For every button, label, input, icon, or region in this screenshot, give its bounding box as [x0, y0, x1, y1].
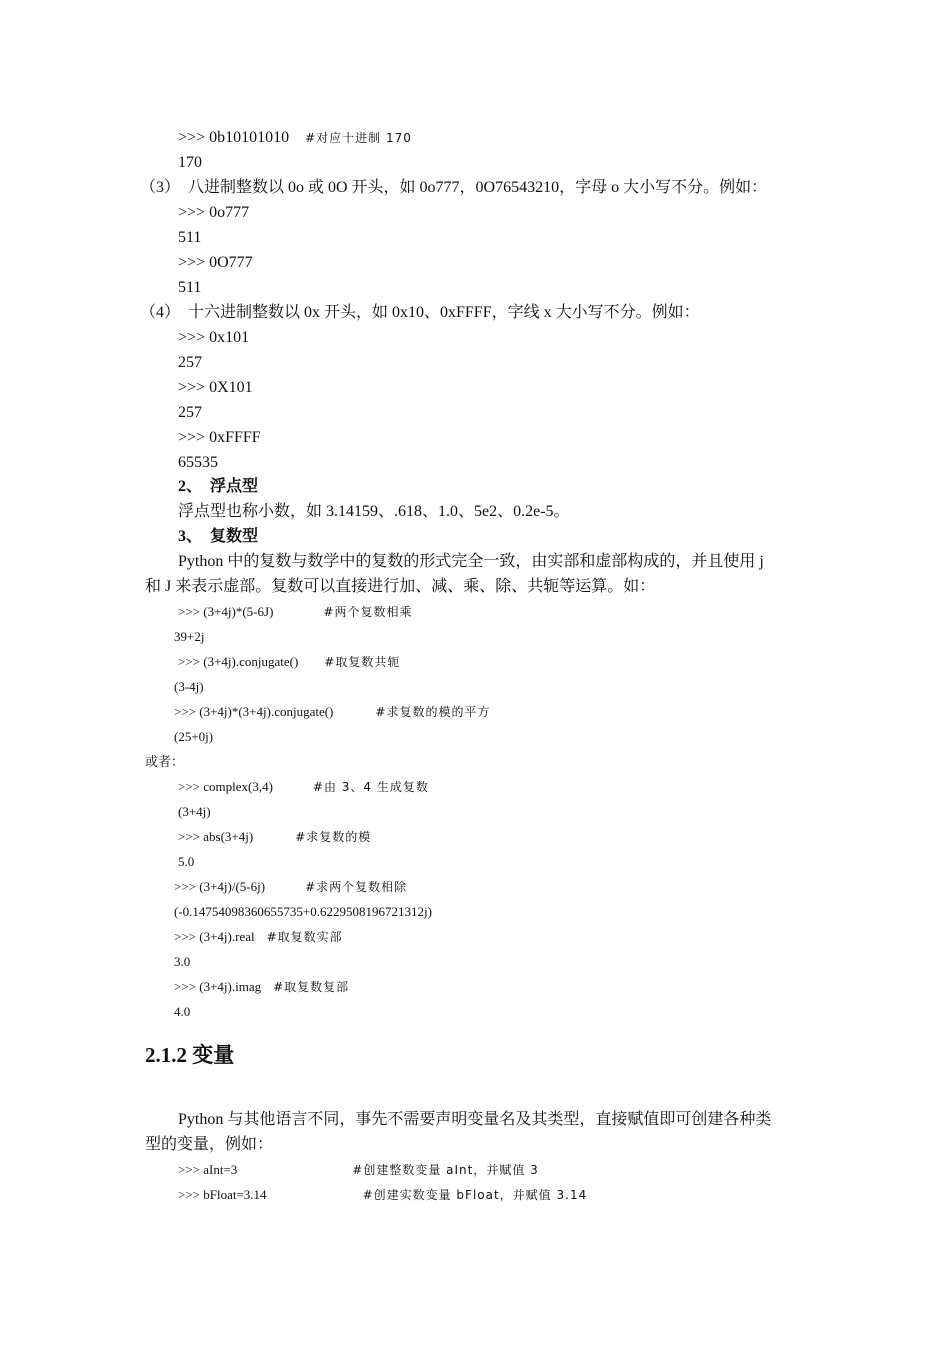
- section-heading-complex: 3、 复数型: [178, 528, 259, 545]
- code-line: [178, 130, 412, 146]
- code-text: >>> (3+4j)*(5-6J): [178, 604, 274, 619]
- output-line: 511: [178, 229, 202, 246]
- code-line: [174, 930, 343, 943]
- section-heading-variables: 2.1.2 变量: [145, 1043, 235, 1067]
- code-text: >>> abs(3+4j): [178, 829, 254, 844]
- output-line: (3-4j): [174, 679, 204, 694]
- code-line: >>> 0X101: [178, 379, 253, 396]
- code-comment: #由 3、4 生成复数: [312, 780, 429, 794]
- code-text: >>> complex(3,4): [178, 779, 273, 794]
- code-line: [174, 880, 407, 893]
- code-text: >>> aInt=3: [178, 1162, 238, 1177]
- output-line: 4.0: [174, 1004, 191, 1019]
- output-line: 3.0: [174, 954, 191, 969]
- paragraph: 型的变量，例如：: [145, 1136, 274, 1153]
- code-comment: #求复数的模的平方: [375, 705, 491, 719]
- code-comment: #取复数共轭: [324, 655, 401, 669]
- code-text: >>> (3+4j).real: [174, 929, 255, 944]
- code-line: >>> 0x101: [178, 329, 250, 346]
- paragraph: 浮点型也称小数，如 3.14159、.618、1.0、5e2、0.2e-5。: [178, 503, 570, 520]
- code-comment: #求两个复数相除: [305, 880, 408, 894]
- code-line: [178, 830, 371, 843]
- code-comment: #创建整数变量 aInt，并赋值 3: [352, 1163, 539, 1177]
- output-line: (-0.14754098360655735+0.6229508196721312j): [174, 904, 432, 919]
- code-comment: #取复数实部: [266, 930, 343, 944]
- output-line: 5.0: [178, 854, 195, 869]
- paragraph: 和 J 来表示虚部。复数可以直接进行加、减、乘、除、共轭等运算。如：: [145, 578, 656, 595]
- code-comment: #对应十进制 170: [305, 131, 412, 145]
- code-text: >>> (3+4j).conjugate(): [178, 654, 299, 669]
- list-item-hex: （4） 十六进制整数以 0x 开头，如 0x10、0xFFFF，字线 x 大小写不分。例如：: [140, 304, 700, 321]
- output-line: (3+4j): [178, 804, 211, 819]
- code-comment: #求复数的模: [295, 830, 372, 844]
- output-line: 511: [178, 279, 202, 296]
- code-line: [178, 655, 400, 668]
- code-line: >>> 0o777: [178, 204, 250, 221]
- code-line: >>> 0O777: [178, 254, 253, 271]
- code-text: >>> bFloat=3.14: [178, 1187, 267, 1202]
- code-line: [178, 780, 429, 793]
- paragraph: Python 与其他语言不同，事先不需要声明变量名及其类型，直接赋值即可创建各种类: [178, 1111, 772, 1128]
- section-heading-float: 2、 浮点型: [178, 478, 259, 495]
- code-line: [178, 605, 412, 618]
- output-line: 170: [178, 154, 202, 171]
- code-text: >>> (3+4j)/(5-6j): [174, 879, 266, 894]
- code-line: [178, 1163, 539, 1176]
- code-comment: #取复数复部: [273, 980, 350, 994]
- code-line: [174, 980, 349, 993]
- code-line: >>> 0xFFFF: [178, 429, 261, 446]
- code-line: [174, 705, 490, 718]
- output-line: 65535: [178, 454, 218, 471]
- list-item-octal: （3） 八进制整数以 0o 或 0O 开头，如 0o777，0O76543210，字母 o 大小写不分。例如：: [140, 179, 768, 196]
- paragraph: 或者：: [145, 754, 185, 769]
- code-comment: #两个复数相乘: [323, 605, 413, 619]
- code-text: >>> (3+4j)*(3+4j).conjugate(): [174, 704, 334, 719]
- code-line: [178, 1188, 587, 1201]
- output-line: 39+2j: [174, 629, 205, 644]
- code-text: >>> 0b10101010: [178, 129, 290, 146]
- output-line: 257: [178, 354, 202, 371]
- code-comment: #创建实数变量 bFloat，并赋值 3.14: [362, 1188, 588, 1202]
- output-line: 257: [178, 404, 202, 421]
- code-text: >>> (3+4j).imag: [174, 979, 262, 994]
- output-line: (25+0j): [174, 729, 214, 744]
- paragraph: Python 中的复数与数学中的复数的形式完全一致，由实部和虚部构成的，并且使用 j: [178, 553, 764, 570]
